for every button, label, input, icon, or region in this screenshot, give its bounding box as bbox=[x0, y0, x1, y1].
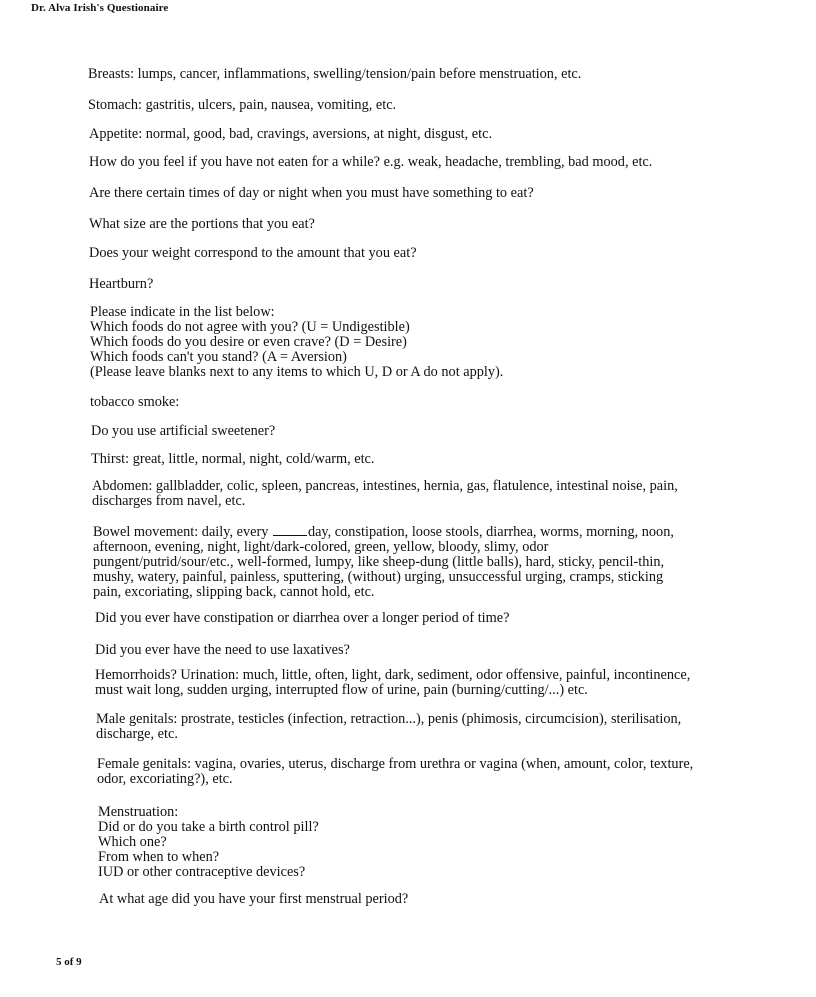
question-breasts: Breasts: lumps, cancer, inflammations, swelling/tension/pain before menstruation, etc. bbox=[88, 66, 582, 82]
question-tobacco: tobacco smoke: bbox=[90, 394, 180, 410]
question-hemorrhoids bbox=[95, 668, 690, 698]
question-menstruation bbox=[98, 805, 319, 880]
question-female-genitals bbox=[97, 757, 693, 787]
question-appetite: Appetite: normal, good, bad, cravings, aversions, at night, disgust, etc. bbox=[89, 126, 493, 142]
question-portions: What size are the portions that you eat? bbox=[89, 216, 315, 232]
question-times-of-day: Are there certain times of day or night when you must have something to eat? bbox=[89, 185, 534, 201]
question-male-genitals bbox=[96, 712, 681, 742]
question-stomach: Stomach: gastritis, ulcers, pain, nausea, vomiting, etc. bbox=[88, 97, 397, 113]
document-header-title: Dr. Alva Irish's Questionaire bbox=[31, 2, 169, 14]
days-blank-field[interactable] bbox=[273, 524, 307, 536]
bowel-line: pungent/putrid/sour/etc., well-formed, lumpy, like sheep-dung (little balls), hard, sticky, pencil-thin, bbox=[93, 554, 665, 570]
question-laxatives: Did you ever have the need to use laxatives? bbox=[95, 642, 350, 658]
food-list-line: Which foods do not agree with you? (U = Undigestible) bbox=[90, 319, 410, 335]
question-constipation: Did you ever have constipation or diarrhea over a longer period of time? bbox=[95, 610, 510, 626]
food-list-line: Which foods do you desire or even crave? (D = Desire) bbox=[90, 334, 407, 350]
hemorrhoids-line: must wait long, sudden urging, interrupted flow of urine, pain (burning/cutting/...) etc. bbox=[95, 682, 588, 698]
abdomen-line: discharges from navel, etc. bbox=[92, 493, 246, 509]
bowel-first-post: day, constipation, loose stools, diarrhea, worms, morning, noon, bbox=[307, 524, 674, 540]
question-sweetener: Do you use artificial sweetener? bbox=[91, 423, 276, 439]
male-genitals-line: Male genitals: prostrate, testicles (infection, retraction...), penis (phimosis, circumcision), sterilisation, bbox=[96, 711, 682, 727]
question-heartburn: Heartburn? bbox=[89, 276, 154, 292]
question-first-period: At what age did you have your first menstrual period? bbox=[99, 891, 409, 907]
question-abdomen bbox=[92, 479, 678, 509]
menstruation-line: Which one? bbox=[98, 834, 167, 850]
abdomen-line: Abdomen: gallbladder, colic, spleen, pancreas, intestines, hernia, gas, flatulence, intestinal noise, pain, bbox=[92, 478, 678, 494]
male-genitals-line: discharge, etc. bbox=[96, 726, 178, 742]
menstruation-line: Did or do you take a birth control pill? bbox=[98, 819, 319, 835]
female-genitals-line: Female genitals: vagina, ovaries, uterus, discharge from urethra or vagina (when, amount, color, texture, bbox=[97, 756, 694, 772]
food-list-instructions bbox=[90, 305, 503, 380]
bowel-line: pain, excoriating, slipping back, cannot hold, etc. bbox=[93, 584, 375, 600]
bowel-line: afternoon, evening, night, light/dark-colored, green, yellow, bloody, slimy, odor bbox=[93, 539, 549, 555]
hemorrhoids-line: Hemorrhoids? Urination: much, little, often, light, dark, sediment, odor offensive, painful, incontinence, bbox=[95, 667, 691, 683]
menstruation-line: IUD or other contraceptive devices? bbox=[98, 864, 306, 880]
food-list-line: (Please leave blanks next to any items to which U, D or A do not apply). bbox=[90, 364, 504, 380]
menstruation-line: From when to when? bbox=[98, 849, 220, 865]
food-list-line: Which foods can't you stand? (A = Aversion) bbox=[90, 349, 347, 365]
bowel-line: mushy, watery, painful, painless, sputtering, (without) urging, unsuccessful urging, cramps, sticking bbox=[93, 569, 664, 585]
question-thirst: Thirst: great, little, normal, night, cold/warm, etc. bbox=[91, 451, 375, 467]
question-not-eaten: How do you feel if you have not eaten for a while? e.g. weak, headache, trembling, bad mood, etc. bbox=[89, 154, 653, 170]
bowel-first-pre: Bowel movement: daily, every bbox=[93, 524, 269, 540]
question-weight: Does your weight correspond to the amount that you eat? bbox=[89, 245, 417, 261]
food-list-line: Please indicate in the list below: bbox=[90, 304, 275, 320]
question-bowel-movement bbox=[93, 524, 674, 600]
bowel-line bbox=[93, 524, 674, 540]
page-number: 5 of 9 bbox=[56, 956, 82, 968]
female-genitals-line: odor, excoriating?), etc. bbox=[97, 771, 233, 787]
menstruation-line: Menstruation: bbox=[98, 804, 179, 820]
